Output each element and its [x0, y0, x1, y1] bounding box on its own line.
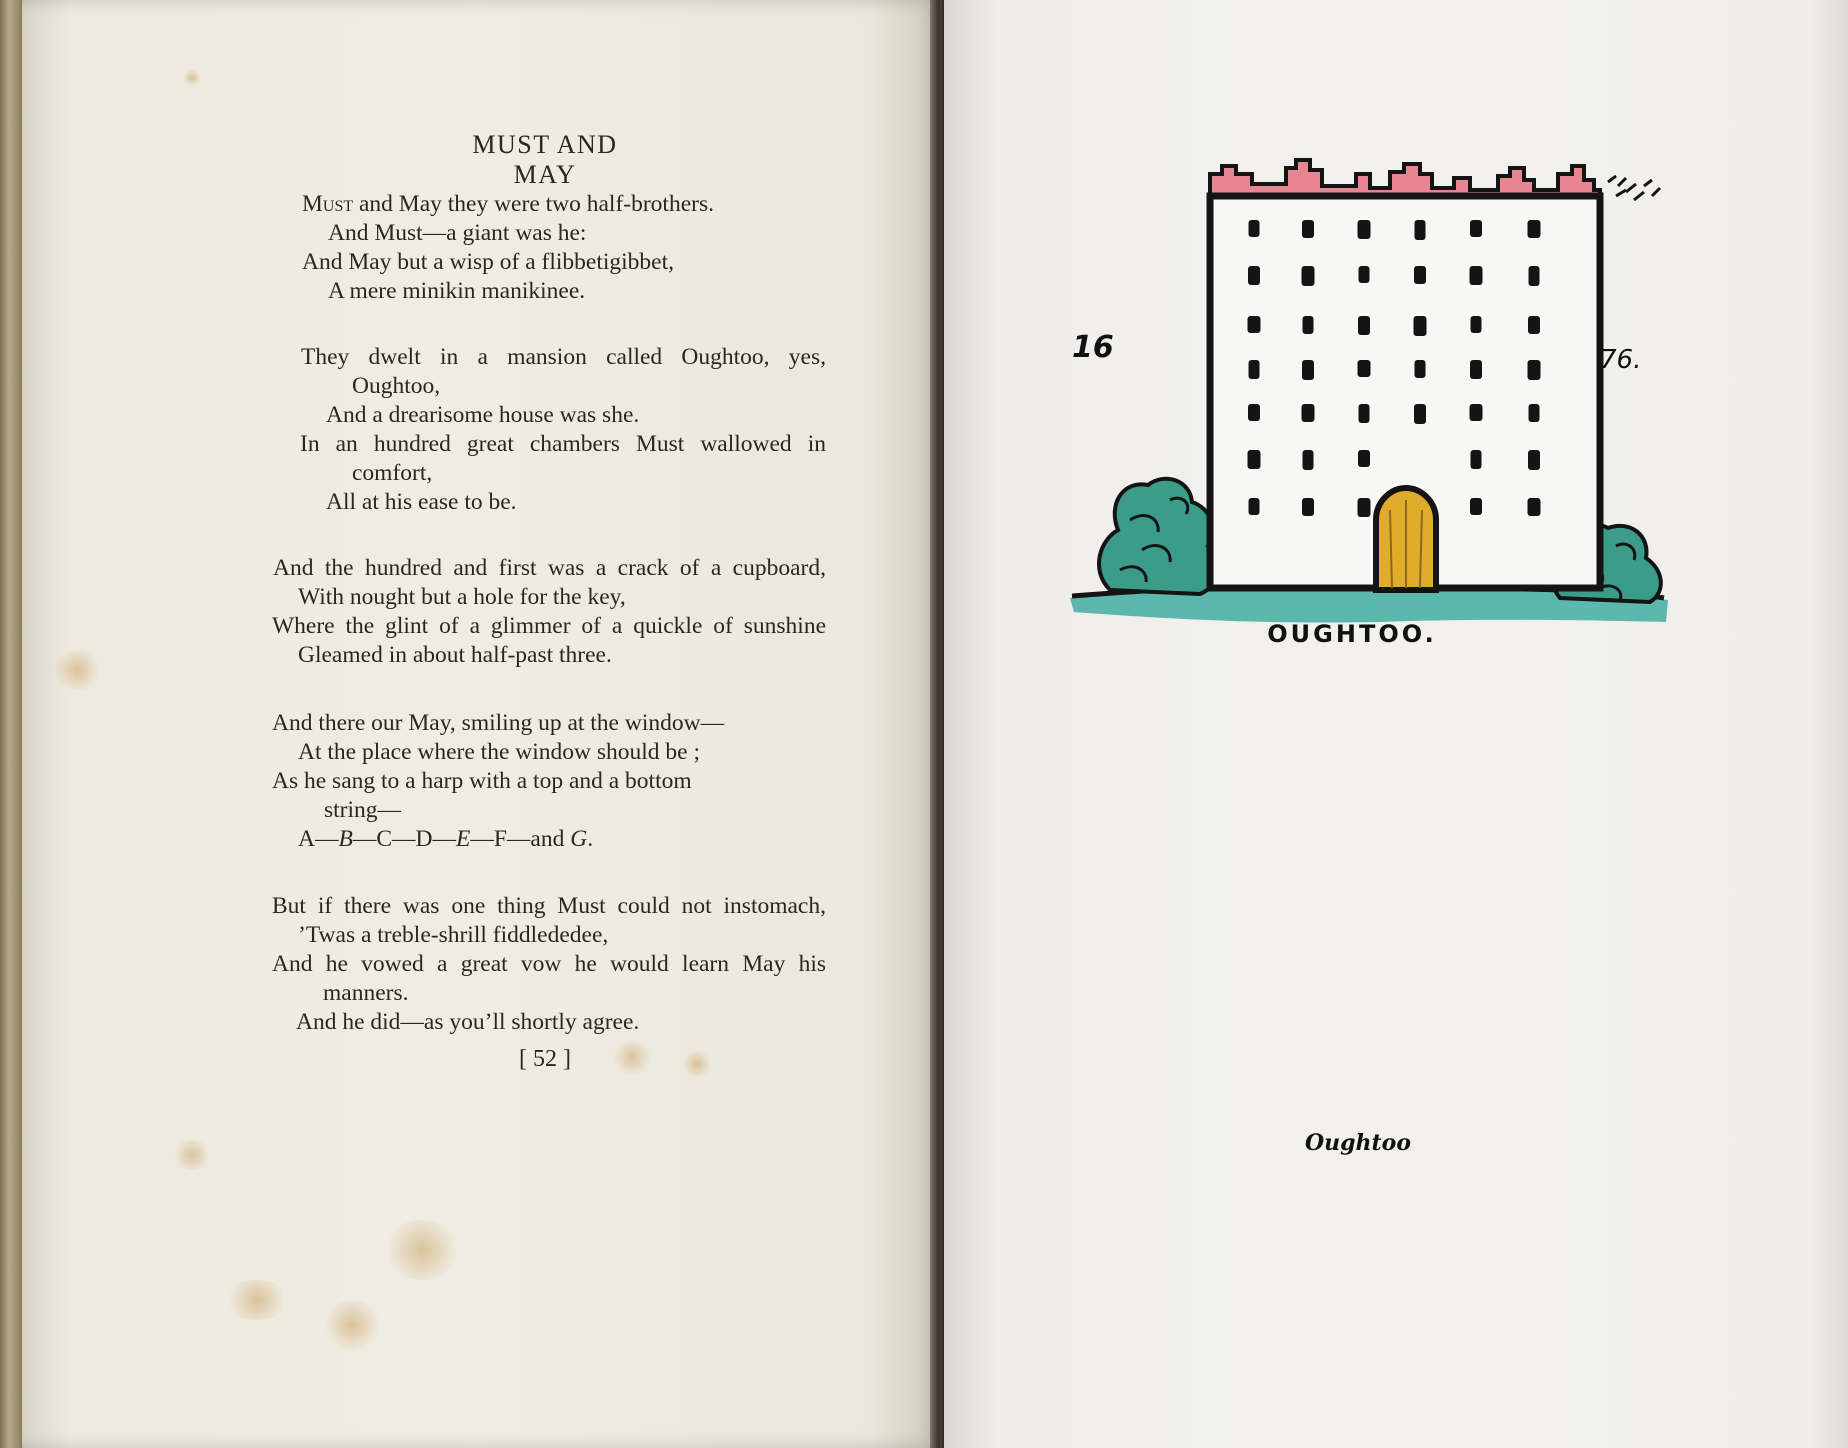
foxing-stain — [382, 1220, 462, 1280]
window — [1528, 450, 1540, 470]
poem-line: At the place where the window should be ; — [298, 739, 701, 765]
window — [1359, 266, 1370, 283]
window — [1248, 266, 1260, 285]
window — [1358, 498, 1371, 517]
window — [1528, 360, 1541, 380]
window — [1249, 360, 1260, 379]
window — [1528, 498, 1541, 516]
window — [1528, 316, 1540, 334]
poem-line: string— — [324, 797, 402, 823]
window — [1414, 404, 1426, 424]
tree-left — [1099, 479, 1219, 594]
poem-line: Gleamed in about half-past three. — [298, 642, 612, 668]
window — [1528, 220, 1541, 238]
poem-line: All at his ease to be. — [326, 489, 517, 515]
window — [1415, 360, 1426, 378]
poem-line: And Must—a giant was he: — [328, 220, 587, 246]
window — [1303, 450, 1314, 470]
foxing-stain — [52, 650, 102, 690]
window — [1529, 404, 1540, 422]
window — [1302, 266, 1315, 286]
window — [1470, 266, 1483, 285]
poem-line: A—B—C—D—E—F—and G. — [298, 826, 594, 852]
poem-line: comfort, — [352, 460, 433, 486]
poem-line: And there our May, smiling up at the window— — [272, 710, 725, 736]
foxing-stain — [612, 1040, 652, 1074]
poem-line: And he did—as you’ll shortly agree. — [296, 1009, 640, 1035]
window — [1359, 404, 1370, 423]
poem-line: And May but a wisp of a flibbetigibbet, — [302, 249, 675, 275]
window — [1302, 360, 1314, 380]
window — [1358, 220, 1371, 239]
poem-line: In an hundred great chambers Must wallowed in — [300, 431, 826, 457]
window — [1471, 316, 1482, 333]
foxing-stain — [222, 1280, 292, 1320]
poem-line: ’Twas a treble-shrill fiddlededee, — [298, 922, 609, 948]
foxing-stain — [322, 1300, 382, 1350]
house-label: OUGHTOO. — [1267, 620, 1437, 648]
foxing-stain — [182, 70, 202, 86]
window — [1248, 316, 1261, 333]
window — [1470, 404, 1483, 421]
window — [1471, 450, 1482, 469]
window — [1415, 220, 1426, 240]
smoke — [1608, 176, 1660, 200]
poem-title: MUST AND MAY — [472, 130, 618, 189]
window — [1302, 498, 1314, 516]
window — [1470, 498, 1482, 515]
poem-line: And a drearisome house was she. — [326, 402, 640, 428]
window — [1302, 220, 1314, 238]
poem-line: A mere minikin manikinee. — [328, 278, 586, 304]
poem-line: And the hundred and first was a crack of a cupboard, — [273, 555, 826, 581]
page-number: [ 52 ] — [519, 1046, 571, 1072]
poem-line: As he sang to a harp with a top and a bottom — [272, 768, 692, 794]
illustration-caption: Oughtoo — [1304, 1130, 1412, 1156]
foxing-stain — [682, 1050, 712, 1078]
window — [1249, 220, 1260, 237]
window — [1248, 404, 1260, 421]
window — [1529, 266, 1540, 286]
window — [1470, 360, 1482, 379]
poem-line: Must and May they were two half-brothers. — [302, 191, 714, 217]
window — [1302, 404, 1315, 422]
window — [1414, 266, 1426, 284]
poem-line: And he vowed a great vow he would learn May his — [272, 951, 826, 977]
poem-line: manners. — [323, 980, 409, 1006]
poem-line: Oughtoo, — [352, 373, 441, 399]
window — [1303, 316, 1314, 334]
poem-line: They dwelt in a mansion called Oughtoo, yes, — [301, 344, 826, 370]
window — [1358, 316, 1370, 335]
window — [1358, 450, 1370, 467]
poem-line: But if there was one thing Must could not instomach, — [272, 893, 826, 919]
window — [1414, 316, 1427, 336]
poem-line: With nought but a hole for the key, — [298, 584, 626, 610]
window — [1358, 360, 1371, 377]
foxing-stain — [172, 1140, 212, 1170]
oughtoo-house-illustration — [1060, 100, 1680, 660]
window — [1470, 220, 1482, 237]
poem-line: Where the glint of a glimmer of a quickle of sunshine — [272, 613, 826, 639]
page-edge — [0, 0, 22, 1448]
window — [1248, 450, 1261, 469]
window — [1249, 498, 1260, 515]
year-right: 76. — [1600, 345, 1642, 375]
year-left: 16 — [1072, 330, 1114, 365]
